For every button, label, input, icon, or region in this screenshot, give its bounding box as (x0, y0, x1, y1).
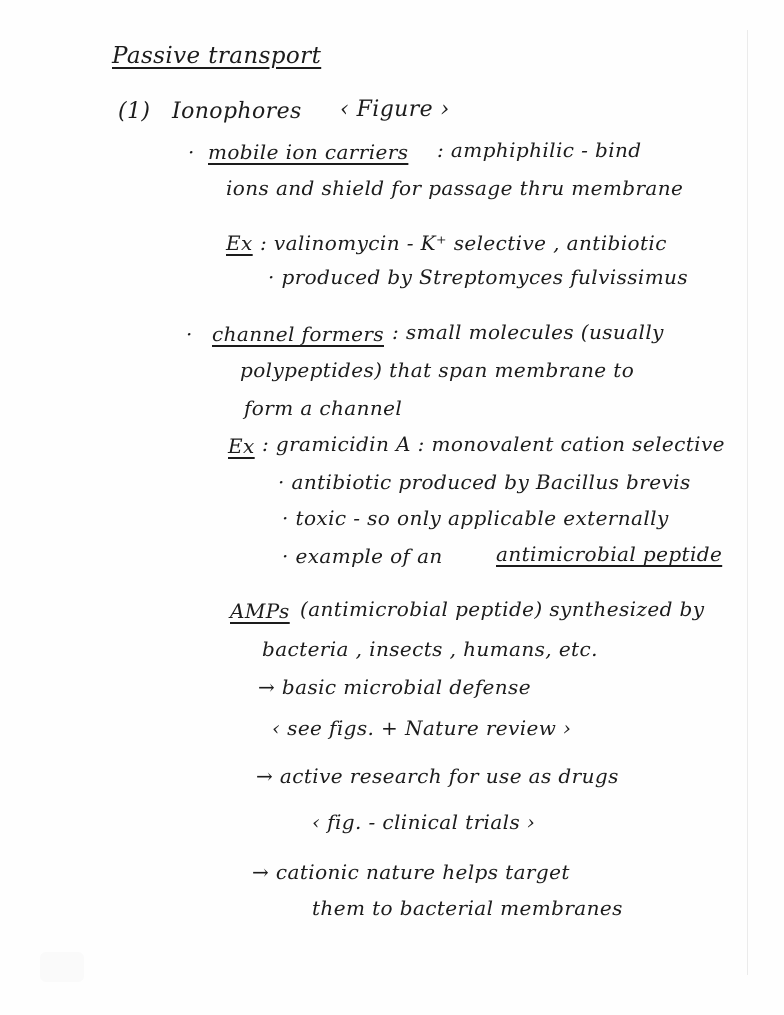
mobile-carriers-term: mobile ion carriers (208, 140, 409, 164)
channel-formers-note: · antibiotic produced by Bacillus brevis (278, 470, 691, 494)
example-label: Ex (226, 231, 253, 255)
amps-point: → basic microbial defense (258, 675, 531, 699)
channel-formers-term: channel formers (212, 322, 384, 346)
antimicrobial-peptide-term: antimicrobial peptide (496, 542, 723, 566)
page-edge-line (747, 30, 748, 975)
amps-line: (antimicrobial peptide) synthesized by (300, 597, 705, 621)
channel-formers-definition-cont1: polypeptides) that span membrane to (240, 358, 635, 382)
channel-formers-example: : gramicidin A : monovalent cation selective (262, 432, 725, 456)
figure-reference: ‹ Figure › (340, 97, 450, 122)
mobile-carriers-definition: : amphiphilic - bind (437, 138, 642, 162)
page-title: Passive transport (112, 43, 322, 69)
amps-point: → active research for use as drugs (256, 764, 619, 788)
amps-figure-reference: ‹ see figs. + Nature review › (272, 716, 572, 740)
amps-point-cont: them to bacterial membranes (312, 896, 623, 920)
example-label: Ex (228, 434, 255, 458)
amps-label: AMPs (230, 599, 290, 623)
channel-formers-note: · toxic - so only applicable externally (282, 506, 669, 530)
mobile-carriers-definition-cont: ions and shield for passage thru membrane (226, 176, 684, 200)
channel-formers-definition: : small molecules (usually (392, 320, 664, 344)
amps-point: → cationic nature helps target (252, 860, 570, 884)
section-heading: Ionophores (172, 99, 302, 124)
amps-figure-reference: ‹ fig. - clinical trials › (312, 810, 536, 834)
mobile-carriers-example: : valinomycin - K⁺ selective , antibiotic (260, 231, 667, 255)
section-number: (1) (118, 99, 151, 124)
channel-formers-note-prefix: · example of an (282, 544, 443, 568)
amps-line: bacteria , insects , humans, etc. (262, 637, 598, 661)
bullet-mark: · (186, 322, 193, 346)
mobile-carriers-example-note: · produced by Streptomyces fulvissimus (268, 265, 689, 289)
bullet-mark: · (188, 140, 195, 164)
channel-formers-definition-cont2: form a channel (244, 396, 403, 420)
page-smudge (40, 952, 84, 982)
